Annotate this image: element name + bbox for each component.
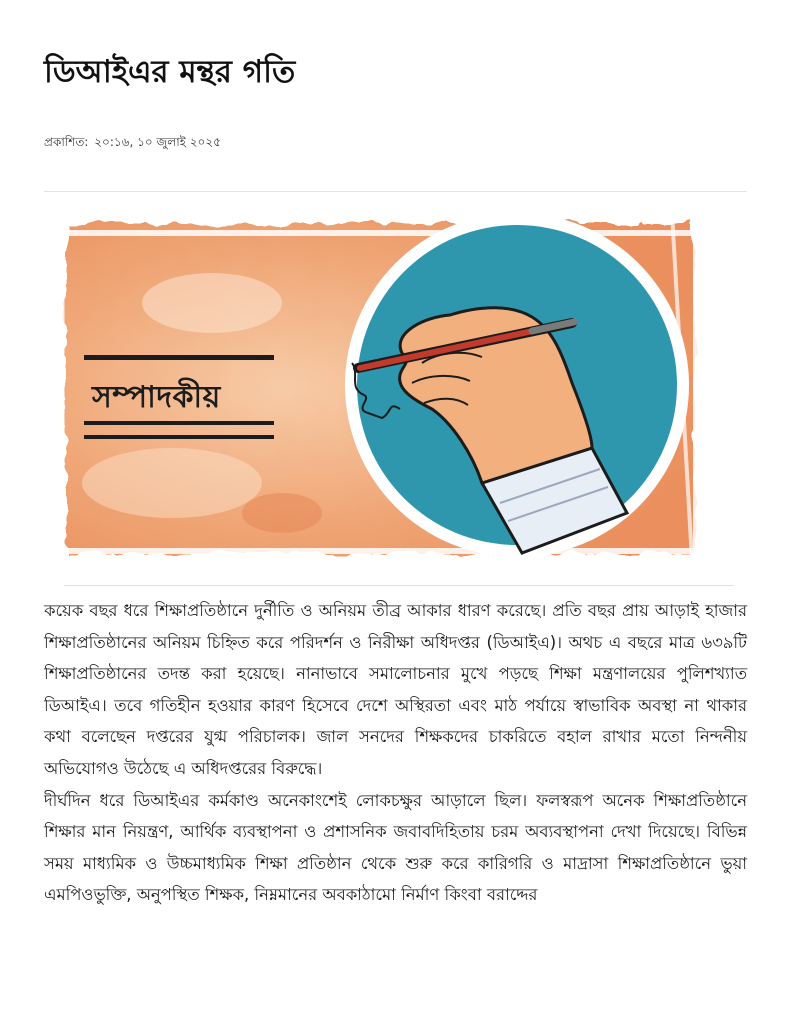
article-paragraph-1: কয়েক বছর ধরে শিক্ষাপ্রতিষ্ঠানে দুর্নীতি ও অনিয়ম তীব্র আকার ধারণ করেছে। প্রতি বছর প্রায় আড়াই হাজার শিক্ষাপ্রতিষ্ঠানের অনিয়ম চিহ্নিত করে পরিদর্শন ও নিরীক্ষা অধিদপ্তর (ডিআইএ)। অথচ এ বছরে মাত্র ৬৩৯টি শিক্ষাপ্রতিষ্ঠানের তদন্ত করা হয়েছে। নানাভাবে সমালোচনার মুখে পড়ছে শিক্ষা মন্ত্রণালয়ের পুলিশখ্যাত ডিআইএ। তবে গতিহীন হওয়ার কারণ হিসেবে দেশে অস্থিরতা এবং মাঠ পর্যায়ে স্বাভাবিক অবস্থা না থাকার কথা বলেছেন দপ্তরের যুগ্ম পরিচালক। জাল সনদের শিক্ষকদের চাকরিতে বহাল রাখার মতো নিন্দনীয় অভিযোগও উঠেছে এ অধিদপ্তরের বিরুদ্ধে।: [44, 601, 747, 778]
header-divider: [44, 191, 747, 192]
editorial-illustration: [52, 213, 706, 560]
dateline-value: ২০:১৬, ১০ জুলাই ২০২৫: [94, 135, 221, 149]
article-paragraph-2: দীর্ঘদিন ধরে ডিআইএর কর্মকাণ্ড অনেকাংশেই লোকচক্ষুর আড়ালে ছিল। ফলস্বরূপ অনেক শিক্ষাপ্রতিষ্ঠানে শিক্ষার মান নিয়ন্ত্রণ, আর্থিক ব্যবস্থাপনা ও প্রশাসনিক জবাবদিহিতায় চরম অব্যবস্থাপনা দেখা দিয়েছে। বিভিন্ন সময় মাধ্যমিক ও উচ্চমাধ্যমিক শিক্ষা প্রতিষ্ঠান থেকে শুরু করে কারিগরি ও মাদ্রাসা শিক্ষাপ্রতিষ্ঠানে ভুয়া এমপিওভুক্তি, অনুপস্থিত শিক্ষক, নিম্নমানের অবকাঠামো নির্মাণ কিংবা বরাদ্দের: [44, 790, 747, 905]
editorial-label: সম্পাদকীয়: [92, 380, 221, 415]
image-divider: [64, 585, 734, 586]
publish-dateline: [44, 133, 221, 151]
article-body: [44, 595, 747, 911]
label-bar-bottom: [84, 435, 274, 439]
article-headline: ডিআইএর মন্থর গতি: [44, 54, 296, 90]
dateline-label: প্রকাশিত:: [44, 135, 89, 149]
label-bar-top: [84, 355, 274, 360]
